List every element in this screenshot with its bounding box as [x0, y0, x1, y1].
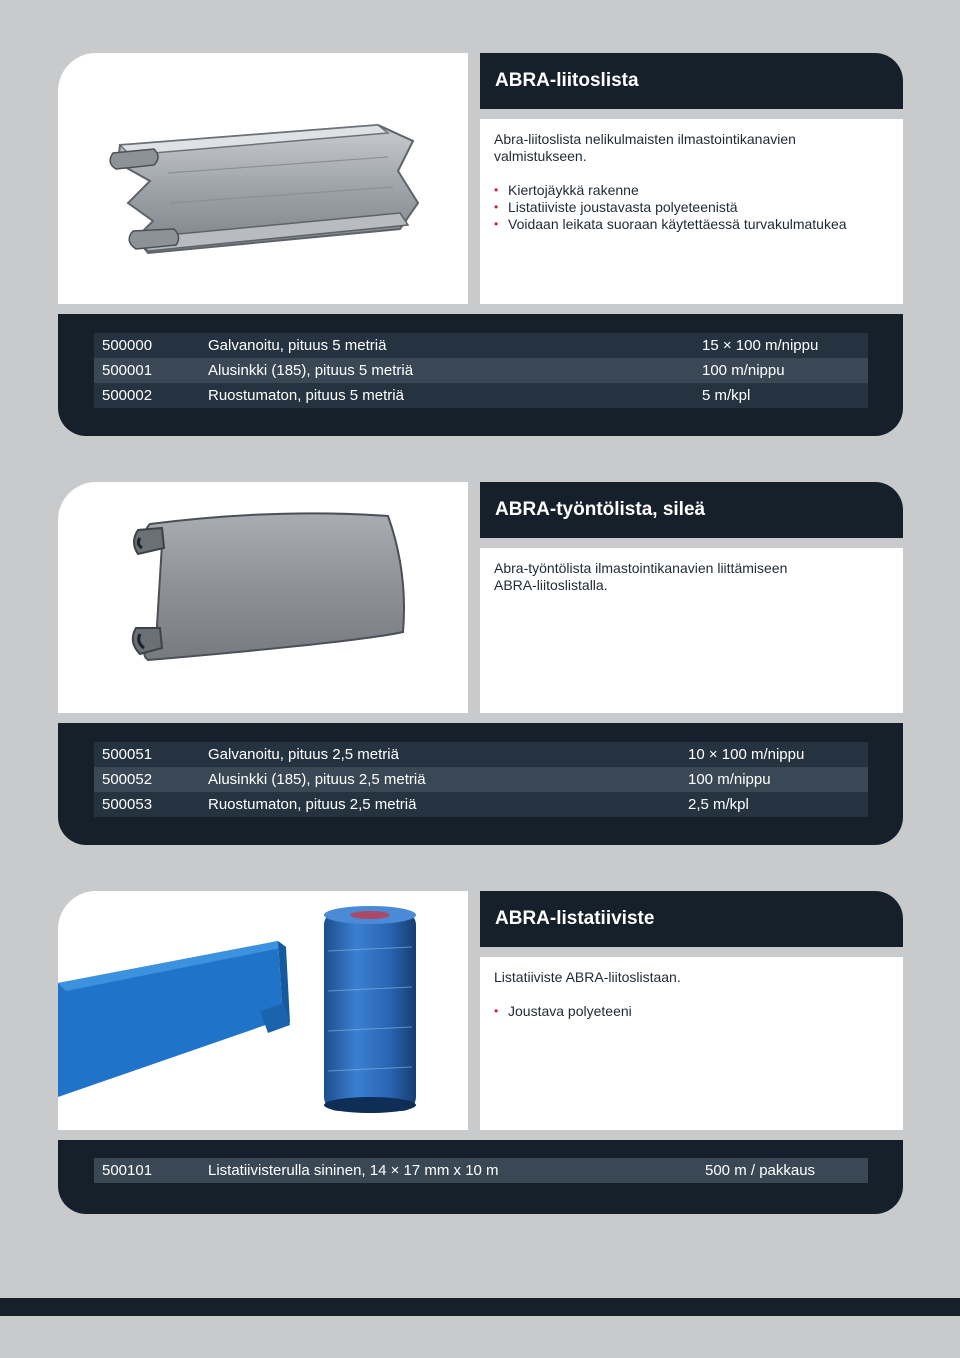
product-name: Alusinkki (185), pituus 2,5 metriä	[208, 771, 426, 788]
product-pack: 500 m / pakkaus	[705, 1162, 816, 1179]
product-code: 500000	[102, 337, 153, 354]
feature-list	[494, 182, 889, 233]
product-code: 500101	[102, 1162, 153, 1179]
table-row	[94, 792, 868, 817]
table-row	[94, 358, 868, 383]
listatiiviste-image	[58, 891, 468, 1130]
product-pack: 2,5 m/kpl	[688, 796, 749, 813]
product-name: Ruostumaton, pituus 2,5 metriä	[208, 796, 417, 813]
product-card-tyontolista	[58, 482, 903, 845]
product-table-panel	[58, 1140, 903, 1214]
bullet-icon: •	[494, 183, 499, 197]
product-table-panel	[58, 723, 903, 845]
product-code: 500052	[102, 771, 153, 788]
product-card-listatiiviste	[58, 891, 903, 1214]
bullet-icon: •	[494, 200, 499, 214]
table-row	[94, 767, 868, 792]
product-code: 500002	[102, 387, 153, 404]
description-panel	[480, 548, 903, 713]
product-description: Abra-liitoslista nelikulmaisten ilmastointikanavien valmistukseen.	[494, 131, 796, 164]
product-pack: 10 × 100 m/nippu	[688, 746, 805, 763]
feature-item: • Voidaan leikata suoraan käytettäessä turvakulmatukea	[494, 216, 847, 232]
product-table-panel	[58, 314, 903, 436]
section-title: ABRA-liitoslista	[480, 53, 903, 109]
table-row	[94, 383, 868, 408]
footer-band	[0, 1298, 960, 1316]
product-pack: 100 m/nippu	[702, 362, 785, 379]
product-image-panel	[58, 482, 468, 713]
product-pack: 15 × 100 m/nippu	[702, 337, 819, 354]
product-image-panel	[58, 53, 468, 304]
table-row	[94, 1158, 868, 1183]
product-name: Listatiivisterulla sininen, 14 × 17 mm x 10 m	[208, 1162, 499, 1179]
description-panel	[480, 119, 903, 304]
feature-item: • Listatiiviste joustavasta polyeteenistä	[494, 199, 738, 215]
section-title: ABRA-työntölista, sileä	[480, 482, 903, 538]
tyontolista-profile-image	[58, 482, 468, 713]
feature-list	[494, 1003, 889, 1020]
product-description: Listatiiviste ABRA-liitoslistaan.	[494, 969, 681, 985]
product-description: Abra-työntölista ilmastointikanavien liittämiseen ABRA-liitoslistalla.	[494, 560, 788, 593]
product-pack: 100 m/nippu	[688, 771, 771, 788]
product-table	[94, 333, 868, 408]
product-name: Alusinkki (185), pituus 5 metriä	[208, 362, 414, 379]
product-card-liitoslista	[58, 53, 903, 436]
section-title: ABRA-listatiiviste	[480, 891, 903, 947]
product-table	[94, 742, 868, 817]
product-name: Galvanoitu, pituus 5 metriä	[208, 337, 387, 354]
table-row	[94, 333, 868, 358]
product-code: 500053	[102, 796, 153, 813]
bullet-icon: •	[494, 1004, 499, 1018]
product-name: Ruostumaton, pituus 5 metriä	[208, 387, 404, 404]
product-code: 500001	[102, 362, 153, 379]
feature-item: • Kiertojäykkä rakenne	[494, 182, 639, 198]
product-code: 500051	[102, 746, 153, 763]
product-pack: 5 m/kpl	[702, 387, 751, 404]
table-row	[94, 742, 868, 767]
liitoslista-profile-image	[58, 53, 468, 304]
product-image-panel	[58, 891, 468, 1130]
feature-item: • Joustava polyeteeni	[494, 1003, 632, 1019]
product-table	[94, 1158, 868, 1183]
product-name: Galvanoitu, pituus 2,5 metriä	[208, 746, 399, 763]
bullet-icon: •	[494, 217, 499, 231]
description-panel	[480, 957, 903, 1130]
